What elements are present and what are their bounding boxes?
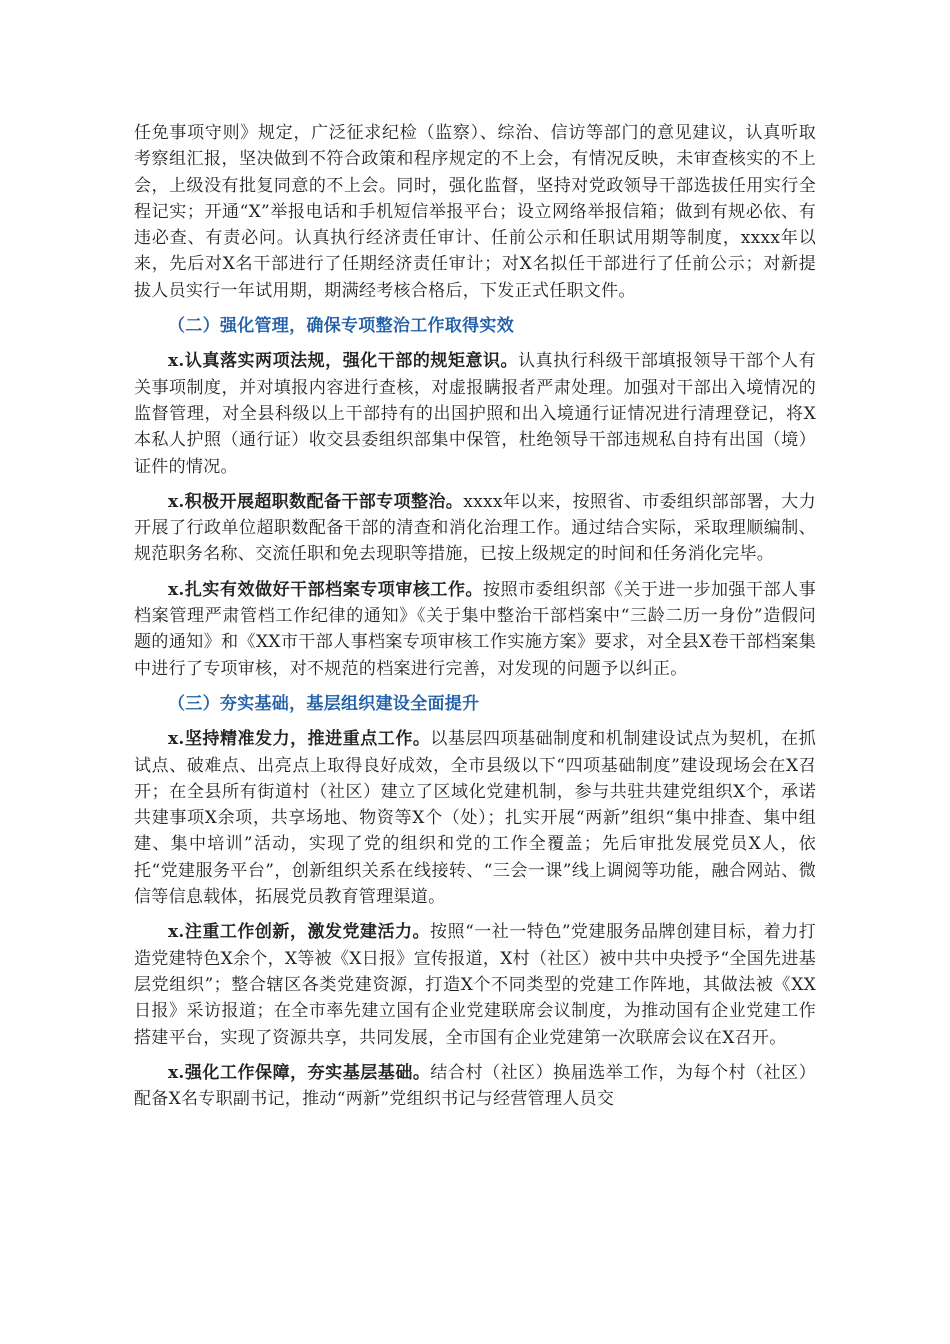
item-text: 结合村（社区）换届选举工作，为每个村（社区）配备X名专职副书记，推动“两新”党组织书记与经营管理人员交	[134, 1062, 816, 1110]
section3-item-3	[134, 1060, 816, 1113]
item-text: 以基层四项基础制度和机制建设试点为契机，在抓试点、破难点、出亮点上取得良好成效，全市县级以下“四项基础制度”建设现场会在X召开；在全县所有街道村（社区）建立了区域化党建机制，参与共驻共建党组织X个，承诺共建事项X余项，共享场地、物资等X个（处）；扎实开展“两新”组织“集中排查、集中组建、集中培训”活动，实现了党的组织和党的工作全覆盖；先后审批发展党员X人，依托“党建服务平台”，创新组织关系在线接转、“三会一课”线上调阅等功能，融合网站、微信等信息载体，拓展党员教育管理渠道。	[134, 729, 816, 908]
item-text: 按照“一社一特色”党建服务品牌创建目标，着力打造党建特色X余个，X等被《X日报》宣传报道，X村（社区）被中共中央授予“全国先进基层党组织”；整合辖区各类党建资源，打造X个不同类型的党建工作阵地，其做法被《XX日报》采访报道；在全市率先建立国有企业党建联席会议制度，为推动国有企业党建工作搭建平台，实现了资源共享，共同发展，全市国有企业党建第一次联席会议在X召开。	[134, 922, 817, 1048]
section3-item-1	[134, 726, 816, 910]
item-lead: x.强化工作保障，夯实基层基础。	[168, 1062, 431, 1083]
item-lead: x.积极开展超职数配备干部专项整治。	[168, 491, 464, 512]
section3-item-2	[134, 919, 816, 1050]
item-lead: x.注重工作创新，激发党建活力。	[168, 922, 431, 943]
intro-paragraph: 任免事项守则》规定，广泛征求纪检（监察）、综治、信访等部门的意见建议，认真听取考察组汇报，坚决做到不符合政策和程序规定的不上会，有情况反映，未审查核实的不上会，上级没有批复同意的不上会。同时，强化监督，坚持对党政领导干部选拔任用实行全程记实；开通“X”举报电话和手机短信举报平台；设立网络举报信箱；做到有规必依、有违必查、有责必问。认真执行经济责任审计、任前公示和任职试用期等制度，xxxx年以来，先后对X名干部进行了任期经济责任审计；对X名拟任干部进行了任前公示；对新提拔人员实行一年试用期，期满经考核合格后，下发正式任职文件。	[134, 123, 816, 301]
item-lead: x.认真落实两项法规，强化干部的规矩意识。	[168, 351, 519, 372]
item-text: 认真执行科级干部填报领导干部个人有关事项制度，并对填报内容进行查核，对虚报瞒报者严肃处理。加强对干部出入境情况的监督管理，对全县科级以上干部持有的出国护照和出入境通行证情况进行清理登记，将X本私人护照（通行证）收交县委组织部集中保管，杜绝领导干部违规私自持有出国（境）证件的情况。	[134, 351, 816, 477]
item-lead: x.扎实有效做好干部档案专项审核工作。	[168, 579, 484, 600]
section-heading-2: （二）强化管理，确保专项整治工作取得实效	[168, 316, 514, 337]
section2-item-1	[134, 348, 816, 479]
section2-item-3	[134, 577, 816, 682]
item-text: xxxx年以来，按照省、市委组织部部署，大力开展了行政单位超职数配备干部的清查和消化治理工作。通过结合实际，采取理顺编制、规范职务名称、交流任职和免去现职等措施，已按上级规定的时间和任务消化完毕。	[134, 491, 816, 565]
item-lead: x.坚持精准发力，推进重点工作。	[168, 729, 431, 750]
section-heading-3: （三）夯实基础，基层组织建设全面提升	[168, 693, 480, 714]
item-text: 按照市委组织部《关于进一步加强干部人事档案管理严肃管档工作纪律的通知》《关于集中整治干部档案中“三龄二历一身份”造假问题的通知》和《XX市干部人事档案专项审核工作实施方案》要求，对全县X卷干部档案集中进行了专项审核，对不规范的档案进行完善，对发现的问题予以纠正。	[134, 579, 816, 679]
section2-item-2	[134, 489, 816, 568]
